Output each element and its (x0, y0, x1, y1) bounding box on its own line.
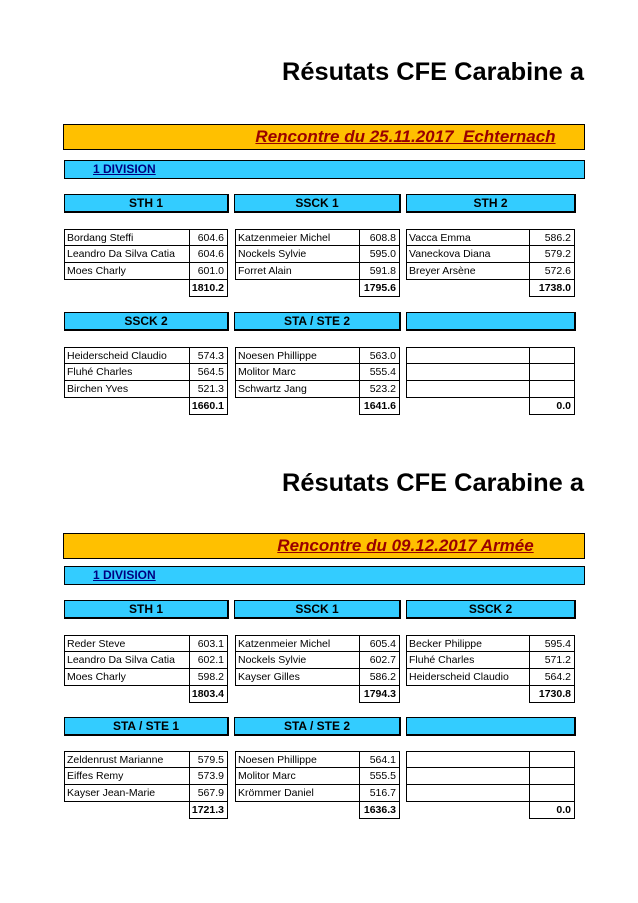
shooter-score: 586.2 (530, 229, 575, 246)
shooter-name: Forret Alain (235, 263, 360, 280)
total-spacer (235, 686, 360, 703)
team-results (406, 635, 575, 703)
total-spacer (406, 802, 530, 819)
shooter-score: 516.7 (360, 785, 400, 802)
match-banner (63, 533, 585, 559)
shooter-score: 603.1 (190, 635, 228, 652)
shooter-name: Fluhé Charles (64, 364, 190, 381)
shooter-name: Heiderscheid Claudio (406, 669, 530, 686)
shooter-name: Heiderscheid Claudio (64, 347, 190, 364)
team-results (64, 635, 228, 703)
shooter-name: Moes Charly (64, 263, 190, 280)
shooter-score: 564.2 (530, 669, 575, 686)
shooter-name: Noesen Phillippe (235, 751, 360, 768)
total-spacer (406, 686, 530, 703)
shooter-score-empty (530, 751, 575, 768)
shooter-score: 555.4 (360, 364, 400, 381)
shooter-score: 523.2 (360, 381, 400, 398)
team-total: 1660.1 (190, 398, 228, 415)
shooter-score: 579.2 (530, 246, 575, 263)
team-header: SSCK 1 (234, 600, 401, 619)
shooter-score: 605.4 (360, 635, 400, 652)
match-banner (63, 124, 585, 150)
team-results (235, 635, 400, 703)
shooter-score: 604.6 (190, 229, 228, 246)
team-total: 1795.6 (360, 280, 400, 297)
shooter-score: 573.9 (190, 768, 228, 785)
shooter-score: 602.7 (360, 652, 400, 669)
shooter-name: Zeldenrust Marianne (64, 751, 190, 768)
team-results-empty (406, 751, 575, 819)
shooter-name: Katzenmeier Michel (235, 229, 360, 246)
team-total: 1636.3 (360, 802, 400, 819)
shooter-name: Kayser Jean-Marie (64, 785, 190, 802)
team-results (235, 751, 400, 819)
shooter-name-empty (406, 785, 530, 802)
results-title: Résutats CFE Carabine a (282, 58, 584, 86)
shooter-score: 602.1 (190, 652, 228, 669)
shooter-score: 555.5 (360, 768, 400, 785)
team-header: STA / STE 2 (234, 312, 401, 331)
shooter-score-empty (530, 347, 575, 364)
team-header: STH 1 (64, 194, 229, 213)
team-results (64, 751, 228, 819)
shooter-name: Molitor Marc (235, 364, 360, 381)
division-bar (64, 160, 585, 179)
team-header: STH 1 (64, 600, 229, 619)
team-header: SSCK 2 (406, 600, 576, 619)
total-spacer (64, 802, 190, 819)
shooter-name: Noesen Phillippe (235, 347, 360, 364)
shooter-score: 521.3 (190, 381, 228, 398)
shooter-score: 563.0 (360, 347, 400, 364)
shooter-name: Krömmer Daniel (235, 785, 360, 802)
results-title: Résutats CFE Carabine a (282, 469, 584, 497)
total-spacer (235, 280, 360, 297)
shooter-score: 574.3 (190, 347, 228, 364)
shooter-name: Reder Steve (64, 635, 190, 652)
shooter-name-empty (406, 347, 530, 364)
team-results (64, 229, 228, 297)
shooter-score-empty (530, 768, 575, 785)
shooter-name: Moes Charly (64, 669, 190, 686)
team-total: 0.0 (530, 802, 575, 819)
shooter-score: 564.5 (190, 364, 228, 381)
shooter-score-empty (530, 381, 575, 398)
team-results (406, 229, 575, 297)
shooter-name-empty (406, 751, 530, 768)
shooter-name: Kayser Gilles (235, 669, 360, 686)
shooter-name: Breyer Arsène (406, 263, 530, 280)
shooter-name: Vacca Emma (406, 229, 530, 246)
team-total: 0.0 (530, 398, 575, 415)
shooter-score-empty (530, 785, 575, 802)
team-results (235, 229, 400, 297)
shooter-score: 595.0 (360, 246, 400, 263)
shooter-score: 591.8 (360, 263, 400, 280)
match-title: Rencontre du 25.11.2017 Echternach (255, 127, 556, 146)
shooter-name-empty (406, 364, 530, 381)
shooter-name: Nockels Sylvie (235, 652, 360, 669)
team-header: SSCK 2 (64, 312, 229, 331)
shooter-name: Eiffes Remy (64, 768, 190, 785)
shooter-name: Leandro Da Silva Catia (64, 246, 190, 263)
shooter-score: 604.6 (190, 246, 228, 263)
shooter-name: Fluhé Charles (406, 652, 530, 669)
shooter-name: Molitor Marc (235, 768, 360, 785)
shooter-score: 598.2 (190, 669, 228, 686)
shooter-score: 567.9 (190, 785, 228, 802)
team-total: 1730.8 (530, 686, 575, 703)
division-label: 1 DIVISION (93, 162, 156, 176)
shooter-score: 595.4 (530, 635, 575, 652)
team-total: 1810.2 (190, 280, 228, 297)
results-section (0, 406, 638, 846)
total-spacer (64, 686, 190, 703)
shooter-score: 579.5 (190, 751, 228, 768)
shooter-name: Schwartz Jang (235, 381, 360, 398)
team-header: SSCK 1 (234, 194, 401, 213)
total-spacer (406, 280, 530, 297)
team-results-empty (406, 347, 575, 415)
division-bar (64, 566, 585, 585)
match-title: Rencontre du 09.12.2017 Armée (277, 536, 534, 555)
shooter-score: 572.6 (530, 263, 575, 280)
total-spacer (64, 280, 190, 297)
team-total: 1794.3 (360, 686, 400, 703)
team-header-empty (406, 717, 576, 736)
shooter-name: Becker Philippe (406, 635, 530, 652)
shooter-score: 586.2 (360, 669, 400, 686)
shooter-name-empty (406, 768, 530, 785)
shooter-name-empty (406, 381, 530, 398)
results-section (0, 0, 638, 440)
shooter-name: Leandro Da Silva Catia (64, 652, 190, 669)
team-total: 1803.4 (190, 686, 228, 703)
shooter-name: Birchen Yves (64, 381, 190, 398)
team-header: STH 2 (406, 194, 576, 213)
team-header-empty (406, 312, 576, 331)
shooter-name: Vaneckova Diana (406, 246, 530, 263)
team-header: STA / STE 2 (234, 717, 401, 736)
shooter-score-empty (530, 364, 575, 381)
shooter-score: 564.1 (360, 751, 400, 768)
team-total: 1738.0 (530, 280, 575, 297)
team-total: 1721.3 (190, 802, 228, 819)
team-header: STA / STE 1 (64, 717, 229, 736)
shooter-score: 601.0 (190, 263, 228, 280)
total-spacer (235, 802, 360, 819)
shooter-score: 608.8 (360, 229, 400, 246)
team-results (235, 347, 400, 415)
shooter-name: Bordang Steffi (64, 229, 190, 246)
shooter-name: Katzenmeier Michel (235, 635, 360, 652)
team-total: 1641.6 (360, 398, 400, 415)
team-results (64, 347, 228, 415)
shooter-name: Nockels Sylvie (235, 246, 360, 263)
shooter-score: 571.2 (530, 652, 575, 669)
division-label: 1 DIVISION (93, 568, 156, 582)
